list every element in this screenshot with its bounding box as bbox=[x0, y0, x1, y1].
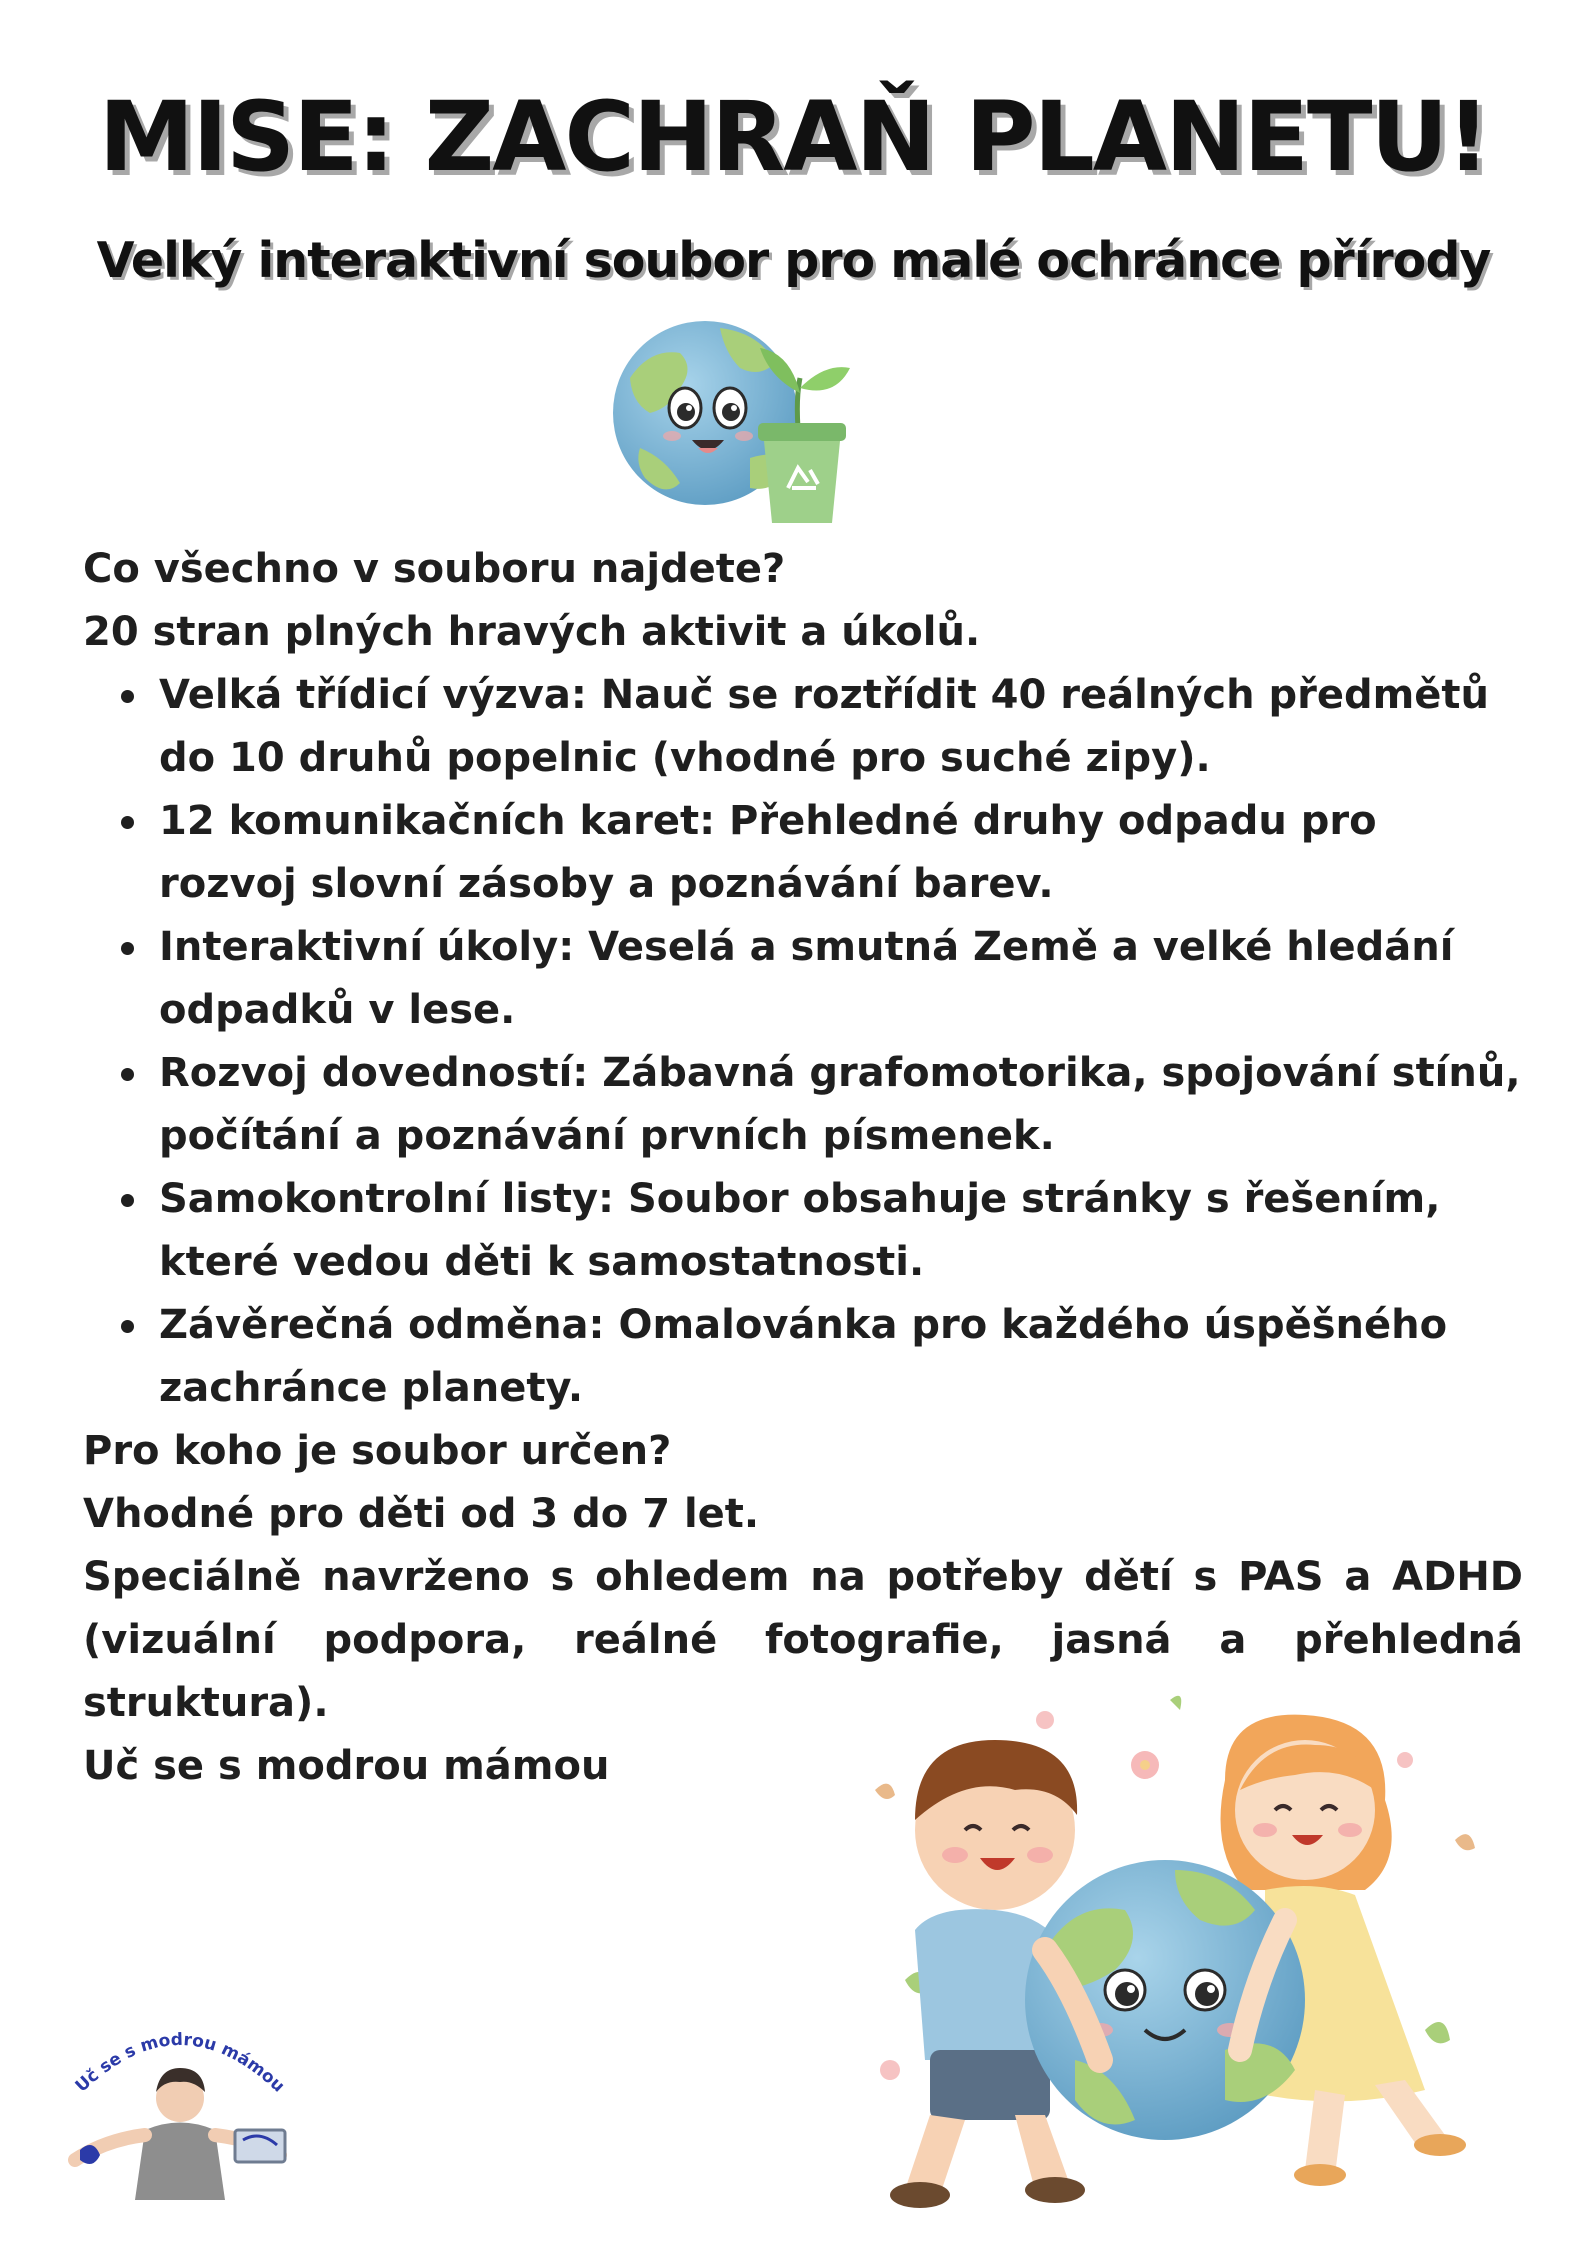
children-hugging-earth-illustration bbox=[845, 1690, 1485, 2245]
list-item: Samokontrolní listy: Soubor obsahuje stránky s řešením, které vedou děti k samostatnosti. bbox=[159, 1168, 1523, 1294]
author-logo bbox=[65, 2010, 295, 2210]
logo-text: Uč se s modrou mámou bbox=[71, 2029, 289, 2097]
feature-list bbox=[83, 664, 1523, 1420]
smiling-earth-with-plant-pot-icon bbox=[610, 308, 860, 528]
main-content bbox=[83, 538, 1523, 1798]
intro-question: Co všechno v souboru najdete? bbox=[83, 546, 786, 592]
intro-line: 20 stran plných hravých aktivit a úkolů. bbox=[83, 609, 981, 655]
list-item: Interaktivní úkoly: Veselá a smutná Země a velké hledání odpadků v lese. bbox=[159, 916, 1523, 1042]
signature: Uč se s modrou mámou bbox=[83, 1743, 610, 1789]
list-item: Rozvoj dovedností: Zábavná grafomotorika, spojování stínů, počítání a poznávání prvních písmenek. bbox=[159, 1042, 1523, 1168]
list-item: Závěrečná odměna: Omalovánka pro každého úspěšného zachránce planety. bbox=[159, 1294, 1523, 1420]
page-subtitle: Velký interaktivní soubor pro malé ochránce přírody bbox=[96, 232, 1491, 289]
audience-question: Pro koho je soubor určen? bbox=[83, 1428, 672, 1474]
list-item: 12 komunikačních karet: Přehledné druhy odpadu pro rozvoj slovní zásoby a poznávání barev. bbox=[159, 790, 1523, 916]
audience-age: Vhodné pro děti od 3 do 7 let. bbox=[83, 1491, 760, 1537]
page-title: MISE: ZACHRAŇ PLANETU! bbox=[98, 81, 1489, 193]
list-item: Velká třídicí výzva: Nauč se roztřídit 40 reálných předmětů do 10 druhů popelnic (vhodné pro suché zipy). bbox=[159, 664, 1523, 790]
special-note: Speciálně navrženo s ohledem na potřeby dětí s PAS a ADHD (vizuální podpora, reálné fotografie, jasná a přehledná struktura). bbox=[83, 1554, 1523, 1726]
